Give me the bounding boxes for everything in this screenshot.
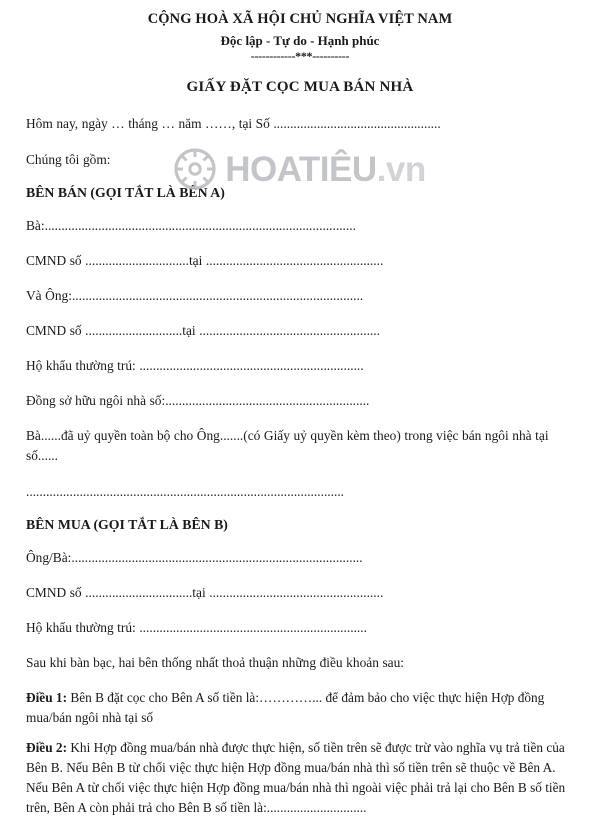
clause-1-text: Bên B đặt cọc cho Bên A số tiền là:…………... để đảm bảo cho việc thực hiện Hợp đồng mua/bán ngôi nhà tại số xyxy=(26,690,544,725)
seller-id-line: CMND số ...............................tại ..................................................... xyxy=(26,251,574,271)
clause-2-label: Điều 2: xyxy=(26,740,67,755)
clause-2 xyxy=(26,738,574,818)
seller-section-heading: BÊN BÁN (GỌI TẮT LÀ BÊN A) xyxy=(26,185,574,201)
seller-coownership-line: Đồng sở hữu ngôi nhà số:............................................................. xyxy=(26,391,574,411)
date-location-line: Hôm nay, ngày … tháng … năm ……, tại Số .................................................. xyxy=(26,114,574,134)
seller-authorization-continuation: ............................................................................................... xyxy=(26,482,574,502)
parties-intro-line: Chúng tôi gồm: xyxy=(26,150,574,170)
nation-motto: Độc lập - Tự do - Hạnh phúc xyxy=(26,31,574,51)
buyer-section-heading: BÊN MUA (GỌI TẮT LÀ BÊN B) xyxy=(26,517,574,533)
motto-divider: ------------***---------- xyxy=(26,49,574,63)
buyer-id-line: CMND số ................................tại .................................................... xyxy=(26,583,574,603)
buyer-name-line: Ông/Bà:....................................................................................... xyxy=(26,548,574,568)
clause-1-label: Điều 1: xyxy=(26,690,67,705)
document-header xyxy=(26,10,574,63)
document-body xyxy=(26,114,574,818)
watermark-text-suffix: .vn xyxy=(377,150,426,189)
watermark-text-main: HOATIÊU xyxy=(225,150,376,189)
nation-title: CỘNG HOÀ XÃ HỘI CHỦ NGHĨA VIỆT NAM xyxy=(26,10,574,30)
clause-2-text: Khi Hợp đồng mua/bán nhà được thực hiện, số tiền trên sẽ được trừ vào nghĩa vụ trả tiền của Bên B. Nếu Bên B từ chối việc thực hiện Hợp đồng mua/bán nhà thì số tiền trên sẽ thuộc về Bên A. Nếu Bên A từ chối việc thực hiện Hợp đồng mua/bán nhà thì ngoài việc phải trả lại cho Bên B số tiền trên, Bên A còn phải trả cho Bên B số tiền là:.............................. xyxy=(26,740,565,816)
seller-co-id-line: CMND số .............................tại ...................................................... xyxy=(26,321,574,341)
buyer-residence-line: Hộ khẩu thường trú: .................................................................... xyxy=(26,618,574,638)
seller-name-line: Bà:............................................................................................. xyxy=(26,216,574,236)
seller-authorization-line: Bà......đã uỷ quyền toàn bộ cho Ông.......(có Giấy uỷ quyền kèm theo) trong việc bán ngôi nhà tại số...... xyxy=(26,426,574,466)
document-title: GIẤY ĐẶT CỌC MUA BÁN NHÀ xyxy=(26,79,574,96)
seller-residence-line: Hộ khẩu thường trú: ................................................................... xyxy=(26,356,574,376)
seller-co-name-line: Và Ông:....................................................................................... xyxy=(26,286,574,306)
clause-1 xyxy=(26,688,574,728)
agreement-intro-line: Sau khi bàn bạc, hai bên thống nhất thoả thuận những điều khoản sau: xyxy=(26,653,574,673)
